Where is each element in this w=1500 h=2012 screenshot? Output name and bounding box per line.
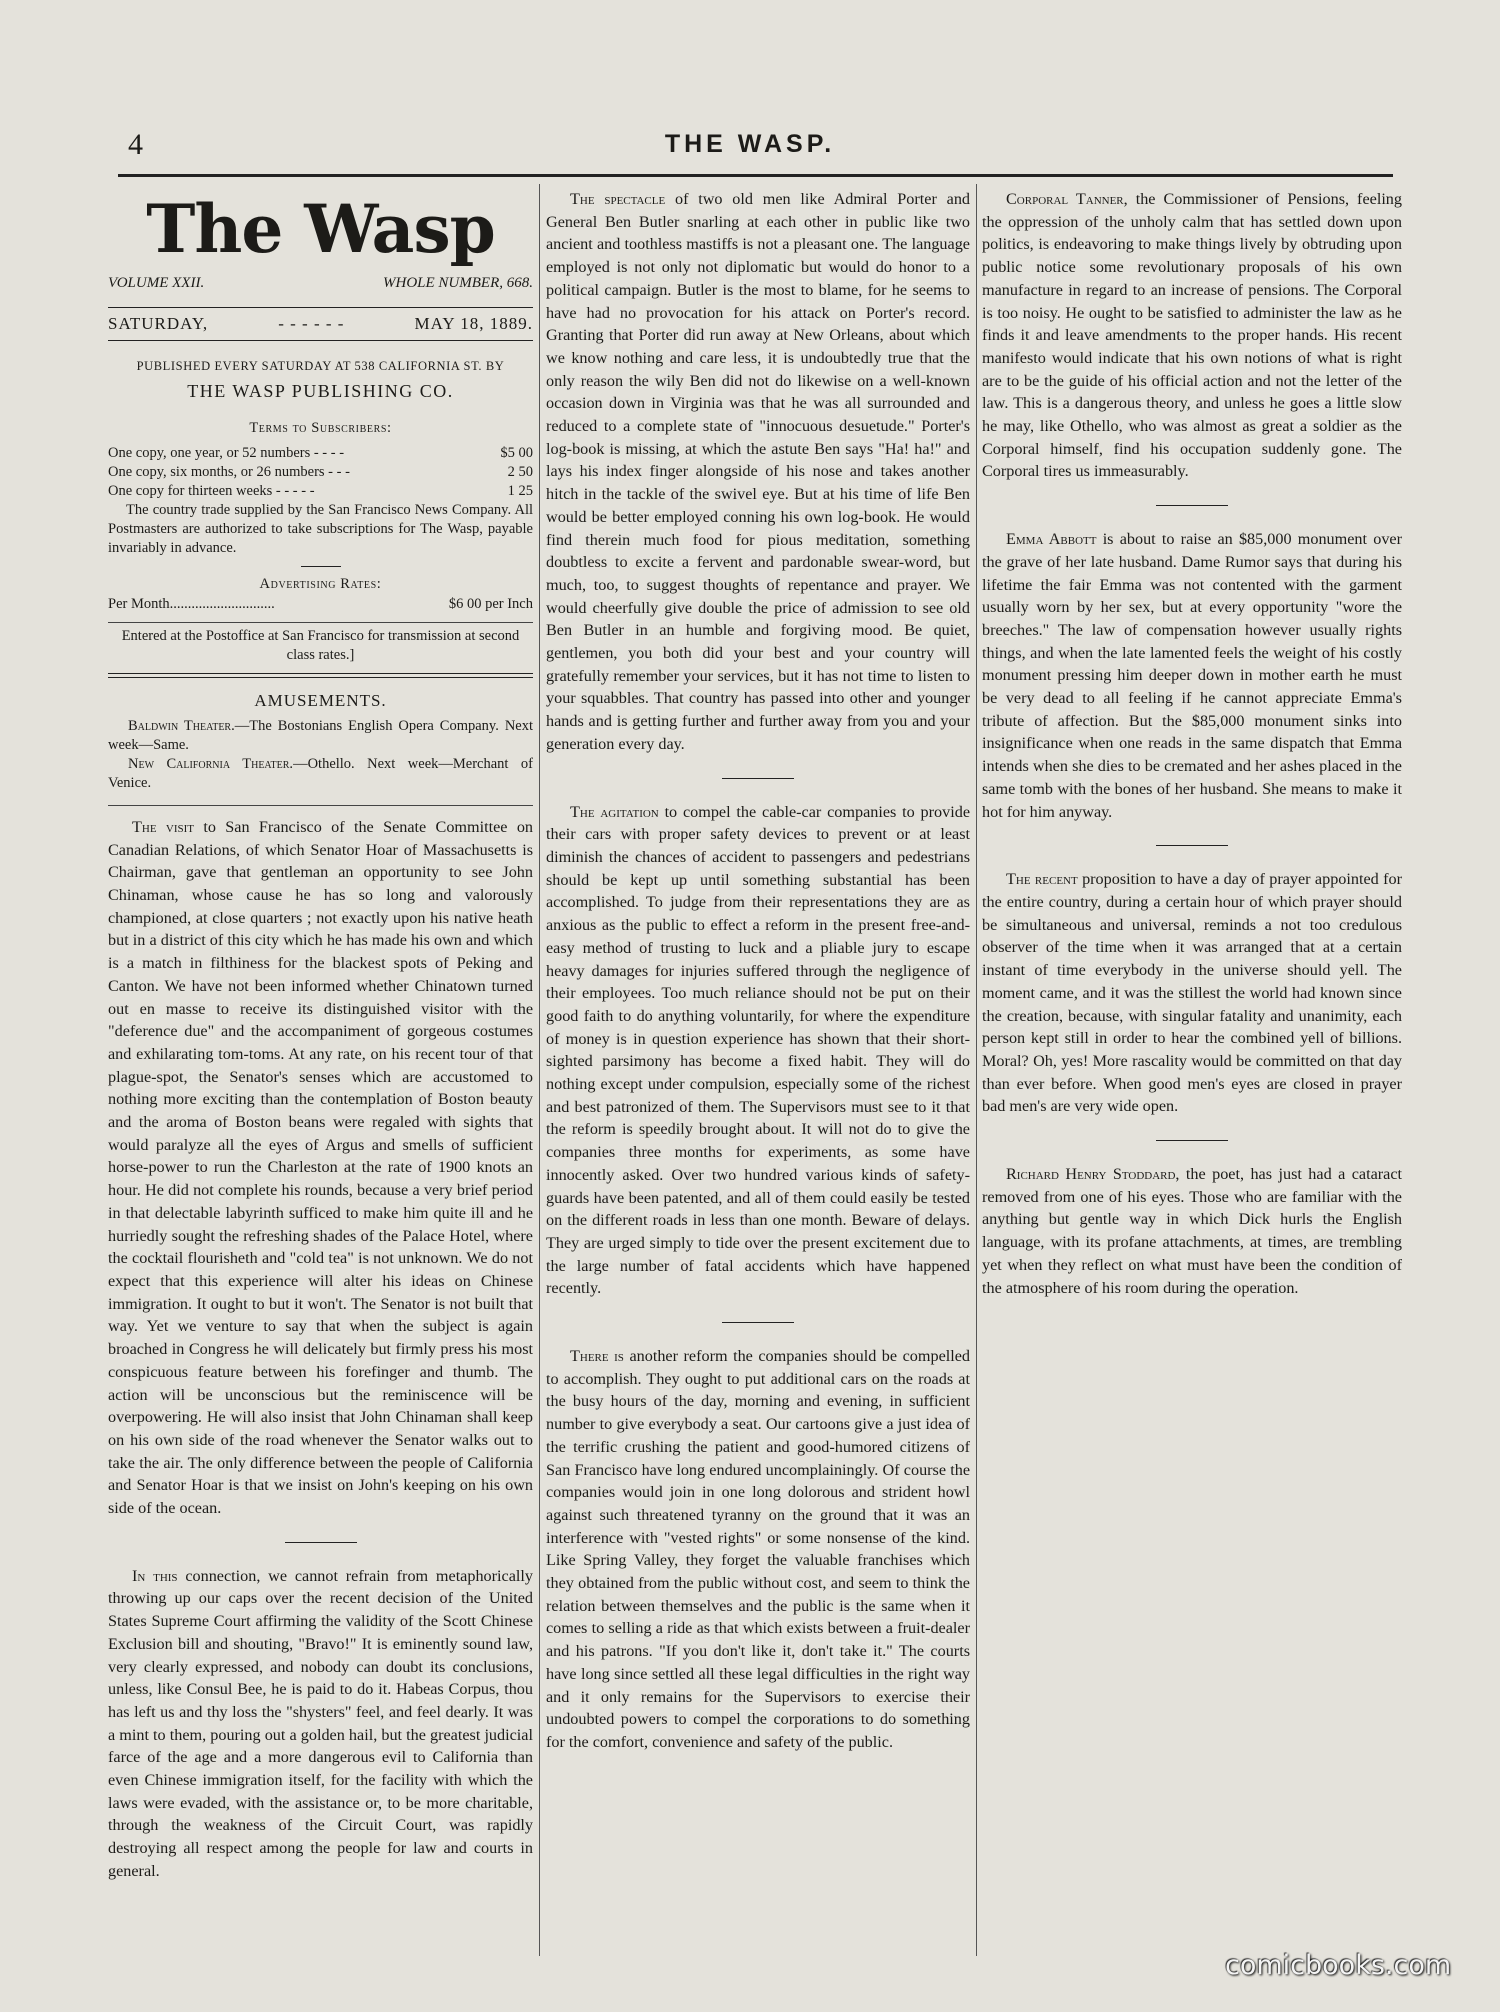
advertising-heading: Advertising Rates: — [259, 575, 382, 592]
terms-row: One copy, six months, or 26 numbers - - - 2 50 — [108, 463, 533, 480]
volume: VOLUME XXII. — [108, 275, 205, 291]
separator — [1156, 505, 1228, 506]
separator — [722, 778, 794, 779]
article-reform: There is another reform the companies should be compelled to accomplish. They ought to put additional cars on the roads at the busy hours of the day, morning and evening, in sufficient number to give everybody a seat. Our cartoons give a just idea of the terrific crushing the patient and good-humored citizens of San Francisco have long endured uncomplainingly. Of course the companies would join in one long dolorous and strident howl against such threatened tyranny on the ground that it was an interference with "vested rights" or some nonsense of the kind. Like Spring Valley, they forget the valuable franchises which they obtained from the public without cost, and seem to think the relation between themselves and the public is the same when it comes to selling a ride as that which exists between a fruit-dealer and his patrons. "If you don't like it, don't take it." The courts have long since settled all these legal difficulties in the right way and it only remains for the Supervisors to exercise their undoubted powers to compel the corporations to do something for the comfort, convenience and safety of the public. — [546, 1347, 970, 1751]
entered-notice: Entered at the Postoffice at San Francisco for transmission at second class rates.] — [121, 628, 520, 664]
whole-number: WHOLE NUMBER, 668. — [383, 275, 533, 291]
amusements-heading: AMUSEMENTS. — [254, 691, 387, 711]
article-prayer: The recent proposition to have a day of prayer appointed for the entire country, during a certain hour of which prayer should be simultaneous and universal, reminds a not too credulous observer of the time when it was arranged that at a certain instant of time everybody in the universe should yell. The moment came, and it was the stillest the world had known since the creation, because, with singular fatality and unanimity, each person kept still in order to hear the combined yell of billions. Moral? Oh, yes! More rascality would be committed on that day than ever before. When good men's eyes are closed in prayer bad men's are very wide open. — [982, 870, 1402, 1116]
day: SATURDAY, — [108, 313, 209, 333]
running-title: THE WASP. — [664, 130, 836, 158]
article-visit: The visit to San Francisco of the Senate Committee on Canadian Relations, of which Senator Hoar of Massachusetts is Chairman, gave that gentleman an opportunity to see John Chinaman, whose cause he has so long and valorously championed, at close quarters ; not exactly upon his native heath but in a district of this city which he has made his own and which is a match in filthiness for the blackest spots of Peking and Canton. We have not been informed whether Chinatown turned out en masse to receive its distinguished visitor with the "deference due" and the accompaniment of gorgeous costumes and exhilarating tom-toms. At any rate, on his recent tour of that plague-spot, the Senator's senses which are accustomed to nothing more exciting than the contemplation of Boston beauty and the aroma of Boston beans were regaled with sights that would paralyze all the eyes of Argus and smells of sufficient horse-power to run the Charleston at the rate of 1900 knots an hour. He did not complete his rounds, because a very brief period in that delectable labyrinth sufficed to make him quite ill and he hurriedly sought the refreshing shades of the Palace Hotel, where the cocktail flourisheth and "cold tea" is not unknown. We do not expect that this experience will alter his ideas on Chinese immigration. It ought to but it won't. The Senator is not built that way. Yet we venture to say that when the subject is again broached in Congress he will delicately but firmly press his most conspicuous feature between his forefinger and thumb. The action will be unconscious but the reminiscence will be overpowering. He will also insist that John Chinaman shall keep on his own side of the road whenever the Senator walks out to take the air. The only difference between the people of California and Senator Hoar is that we insist on John's keeping on his own side of the ocean. — [108, 817, 533, 1518]
terms-heading: Terms to Subscribers: — [249, 419, 392, 436]
masthead-title: The Wasp — [146, 190, 495, 268]
terms-list — [108, 444, 533, 501]
separator — [722, 1322, 794, 1323]
column-divider — [976, 184, 977, 1956]
terms-row: One copy for thirteen weeks - - - - - 1 25 — [108, 482, 533, 499]
advertising-row: Per Month............................. $6 00 per Inch — [108, 596, 533, 613]
volume-row — [108, 272, 533, 295]
article-agitation: The agitation to compel the cable-car companies to provide their cars with proper safety devices to prevent or at least diminish the chances of accident to passengers and pedestrians should be kept up until something substantial has been accomplished. To judge from their representations they are as anxious as the public to effect a reform in the present free-and-easy method of trusting to luck and a pliable jury to escape heavy damages for injuries suffered through the negligence of their employees. Too much reliance should not be put on their good faith to do anything voluntarily, for where the expenditure of money is in question experience has shown that their short-sighted parsimony has become a fixed habit. They will do nothing except under compulsion, especially some of the richest and best patronized of them. The Supervisors must see to it that the reform is speedily brought about. It will not do to give the companies three months for experiments, as some have innocently asked. Over two hundred various kinds of safety-guards have been patented, and all of them could easily be tested on the different roads in less than one month. Beware of delays. They are urged simply to tide over the present excitement due to the large number of fatal accidents which have happened recently. — [546, 802, 970, 1298]
watermark: comicbooks.com — [1225, 1950, 1452, 1981]
rule — [108, 805, 533, 806]
published-line: PUBLISHED EVERY SATURDAY AT 538 CALIFORNIA ST. BY — [136, 359, 505, 374]
separator — [1156, 1140, 1228, 1141]
separator — [1156, 845, 1228, 846]
date-dashes: - - - - - - — [278, 313, 345, 333]
article-stoddard: Richard Henry Stoddard, the poet, has just had a cataract removed from one of his eyes. Those who are familiar with the anything but gentle way in which Dick hurls the English language, with its profane attachments, at times, are trembling yet when they reflect on what must have been the condition of the atmosphere of his room during the operation. — [982, 1165, 1402, 1297]
column-1 — [108, 188, 533, 1958]
page-number: 4 — [128, 128, 143, 161]
issue-date: MAY 18, 1889. — [414, 313, 533, 333]
amusement-item: Baldwin Theater.—The Bostonians English Opera Company. Next week—Same. — [108, 717, 533, 753]
article-abbott: Emma Abbott is about to raise an $85,000 monument over the grave of her late husband. Dame Rumor says that during his lifetime the fair Emma was not contented with the garment usually worn by her sex, but at every opportunity "wore the breeches." The law of compensation however usually rights things, and when the late lamented feels the weight of his costly monument pressing him deeper down in mother earth he must be very dead to all feeling if he cannot appreciate Emma's tribute of affection. But the $85,000 monument sinks into insignificance when one reads in the same dispatch that Emma intends when she dies to be cremated and her ashes placed in the same tomb with the bones of her husband. She means to make it hot for him anyway. — [982, 530, 1402, 821]
article-tanner: Corporal Tanner, the Commissioner of Pensions, feeling the oppression of the unholy calm that has settled down upon politics, is endeavoring to make things lively by obtruding upon public notice some revolutionary proposals of his own manufacture in regard to an increase of pensions. The Corporal is too noisy. He ought to be satisfied to administer the law as he finds it and leave amendments to the proper hands. His recent manifesto would indicate that his own notions of what is right are to be the guide of his official action and not the letter of the law. This is a dangerous theory, and unless he goes a little slow he may, like Othello, who was almost as great a soldier as the Corporal himself, find his occupation suddenly gone. The Corporal tires us immeasurably. — [982, 190, 1402, 481]
amusement-item: New California Theater.—Othello. Next week—Merchant of Venice. — [108, 755, 533, 791]
column-2 — [546, 188, 970, 1958]
column-3 — [982, 188, 1402, 1958]
terms-row: One copy, one year, or 52 numbers - - - - $5 00 — [108, 444, 533, 461]
date-row — [108, 307, 533, 342]
double-rule — [108, 673, 533, 678]
separator — [301, 566, 341, 567]
article-connection: In this connection, we cannot refrain from metaphorically throwing up our caps over the recent decision of the United States Supreme Court affirming the validity of the Scott Chinese Exclusion bill and shouting, "Bravo!" It is eminently sound law, very clearly expressed, and nobody can doubt its conclusions, unless, like Consul Bee, he is paid to do it. Habeas Corpus, thou has left us and thy loss the "shysters" feel, and feel dearly. It was a mint to them, pouring out a golden hail, but the greatest judicial farce of the age and a more dangerous evil to California than even Chinese immigration itself, for the facility with which the laws were evaded, with the assistance or, to be more charitable, through the weakness of the Circuit Court, was rapidly destroying all respect among the people for law and courts in general. — [108, 1566, 533, 1880]
separator — [285, 1542, 357, 1543]
rule — [108, 622, 533, 623]
article-spectacle: The spectacle of two old men like Admiral Porter and General Ben Butler snarling at each other in public like two ancient and toothless mastiffs is not a pleasant one. The language employed is not only not diplomatic but would do honor to a political campaign. Butler is the most to blame, for he seems to have had no provocation for his attack on Porter's record. Granting that Porter did run away at New Orleans, about which we know nothing and care less, it is undoubtedly true that the only reason the wily Ben did not do likewise on a well-known occasion down in Virginia was that he was all surrounded and reduced to a complete state of "innocuous desuetude." Porter's log-book is missing, at which the astute Ben says "Ha! ha!" and lays his index finger alongside of his nose and takes another hitch in the tackle of the swivel eye. But at his time of life Ben would be better employed conning his own log-book. He would find therein much food for pious meditation, something doubtless to excite a fervent and pardonable swear-word, but much, too, to suggest thoughts of repentance and prayer. We would cheerfully give double the price of admission to see old Ben Butler in an humble and forgiving mood. Be quiet, gentlemen, you both did your best and your country will gratefully remember your services, but it has not time to listen to your squabbles. That country has passed into other and younger hands and is getting further and further away from you and your generation every day. — [546, 190, 970, 753]
publisher-name: THE WASP PUBLISHING CO. — [187, 381, 454, 402]
trade-note: The country trade supplied by the San Francisco News Company. All Postmasters are authorized to take subscriptions for The Wasp, payable invariably in advance. — [108, 501, 533, 556]
top-rule — [118, 174, 1393, 177]
column-divider — [539, 184, 540, 1956]
